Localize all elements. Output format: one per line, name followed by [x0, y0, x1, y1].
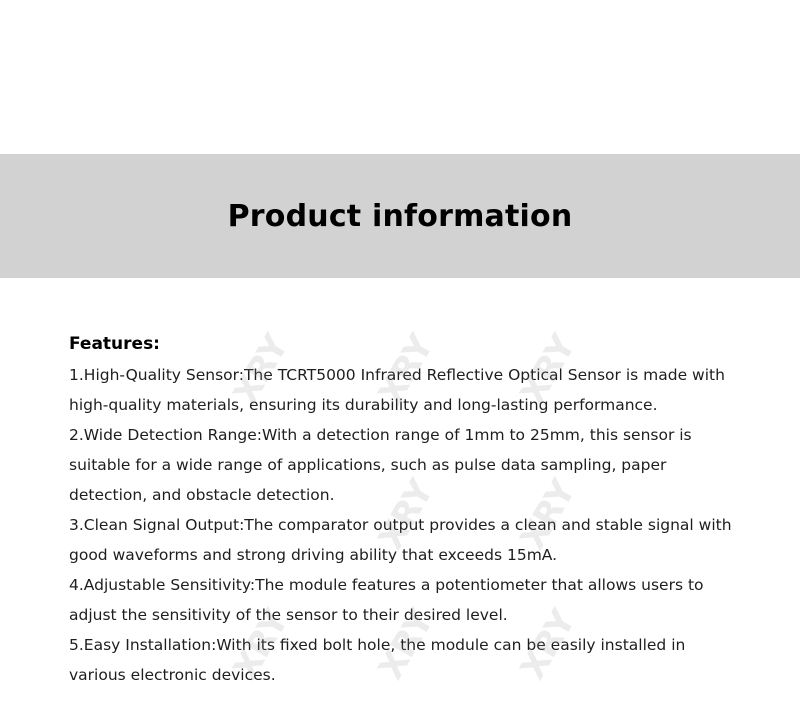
feature-item-4: 4.Adjustable Sensitivity:The module features a potentiometer that allows users to adjust the sensitivity of the sensor to their desired level. — [69, 576, 704, 624]
feature-item-3: 3.Clean Signal Output:The comparator output provides a clean and stable signal with good waveforms and strong driving ability that exceeds 15mA. — [69, 516, 732, 564]
feature-list — [69, 360, 739, 690]
watermark: XRY — [512, 328, 584, 412]
features-heading: Features: — [69, 334, 160, 354]
features-section — [69, 330, 739, 690]
watermark: XRY — [512, 473, 584, 557]
banner-title: Product information — [227, 199, 573, 234]
watermark: XRY — [370, 328, 442, 412]
watermark: XRY — [512, 603, 584, 687]
watermark: XRY — [225, 328, 297, 412]
watermark: XRY — [225, 603, 297, 687]
feature-item-2: 2.Wide Detection Range:With a detection range of 1mm to 25mm, this sensor is suitable for a wide range of applications, such as pulse data sampling, paper detection, and obstacle detection. — [69, 426, 692, 504]
product-information-banner — [0, 154, 800, 278]
watermark: XRY — [370, 473, 442, 557]
watermark: XRY — [370, 603, 442, 687]
feature-item-5: 5.Easy Installation:With its fixed bolt hole, the module can be easily installed in various electronic devices. — [69, 636, 686, 684]
feature-item-1: 1.High-Quality Sensor:The TCRT5000 Infrared Reflective Optical Sensor is made with high-quality materials, ensuring its durability and long-lasting performance. — [69, 366, 725, 414]
